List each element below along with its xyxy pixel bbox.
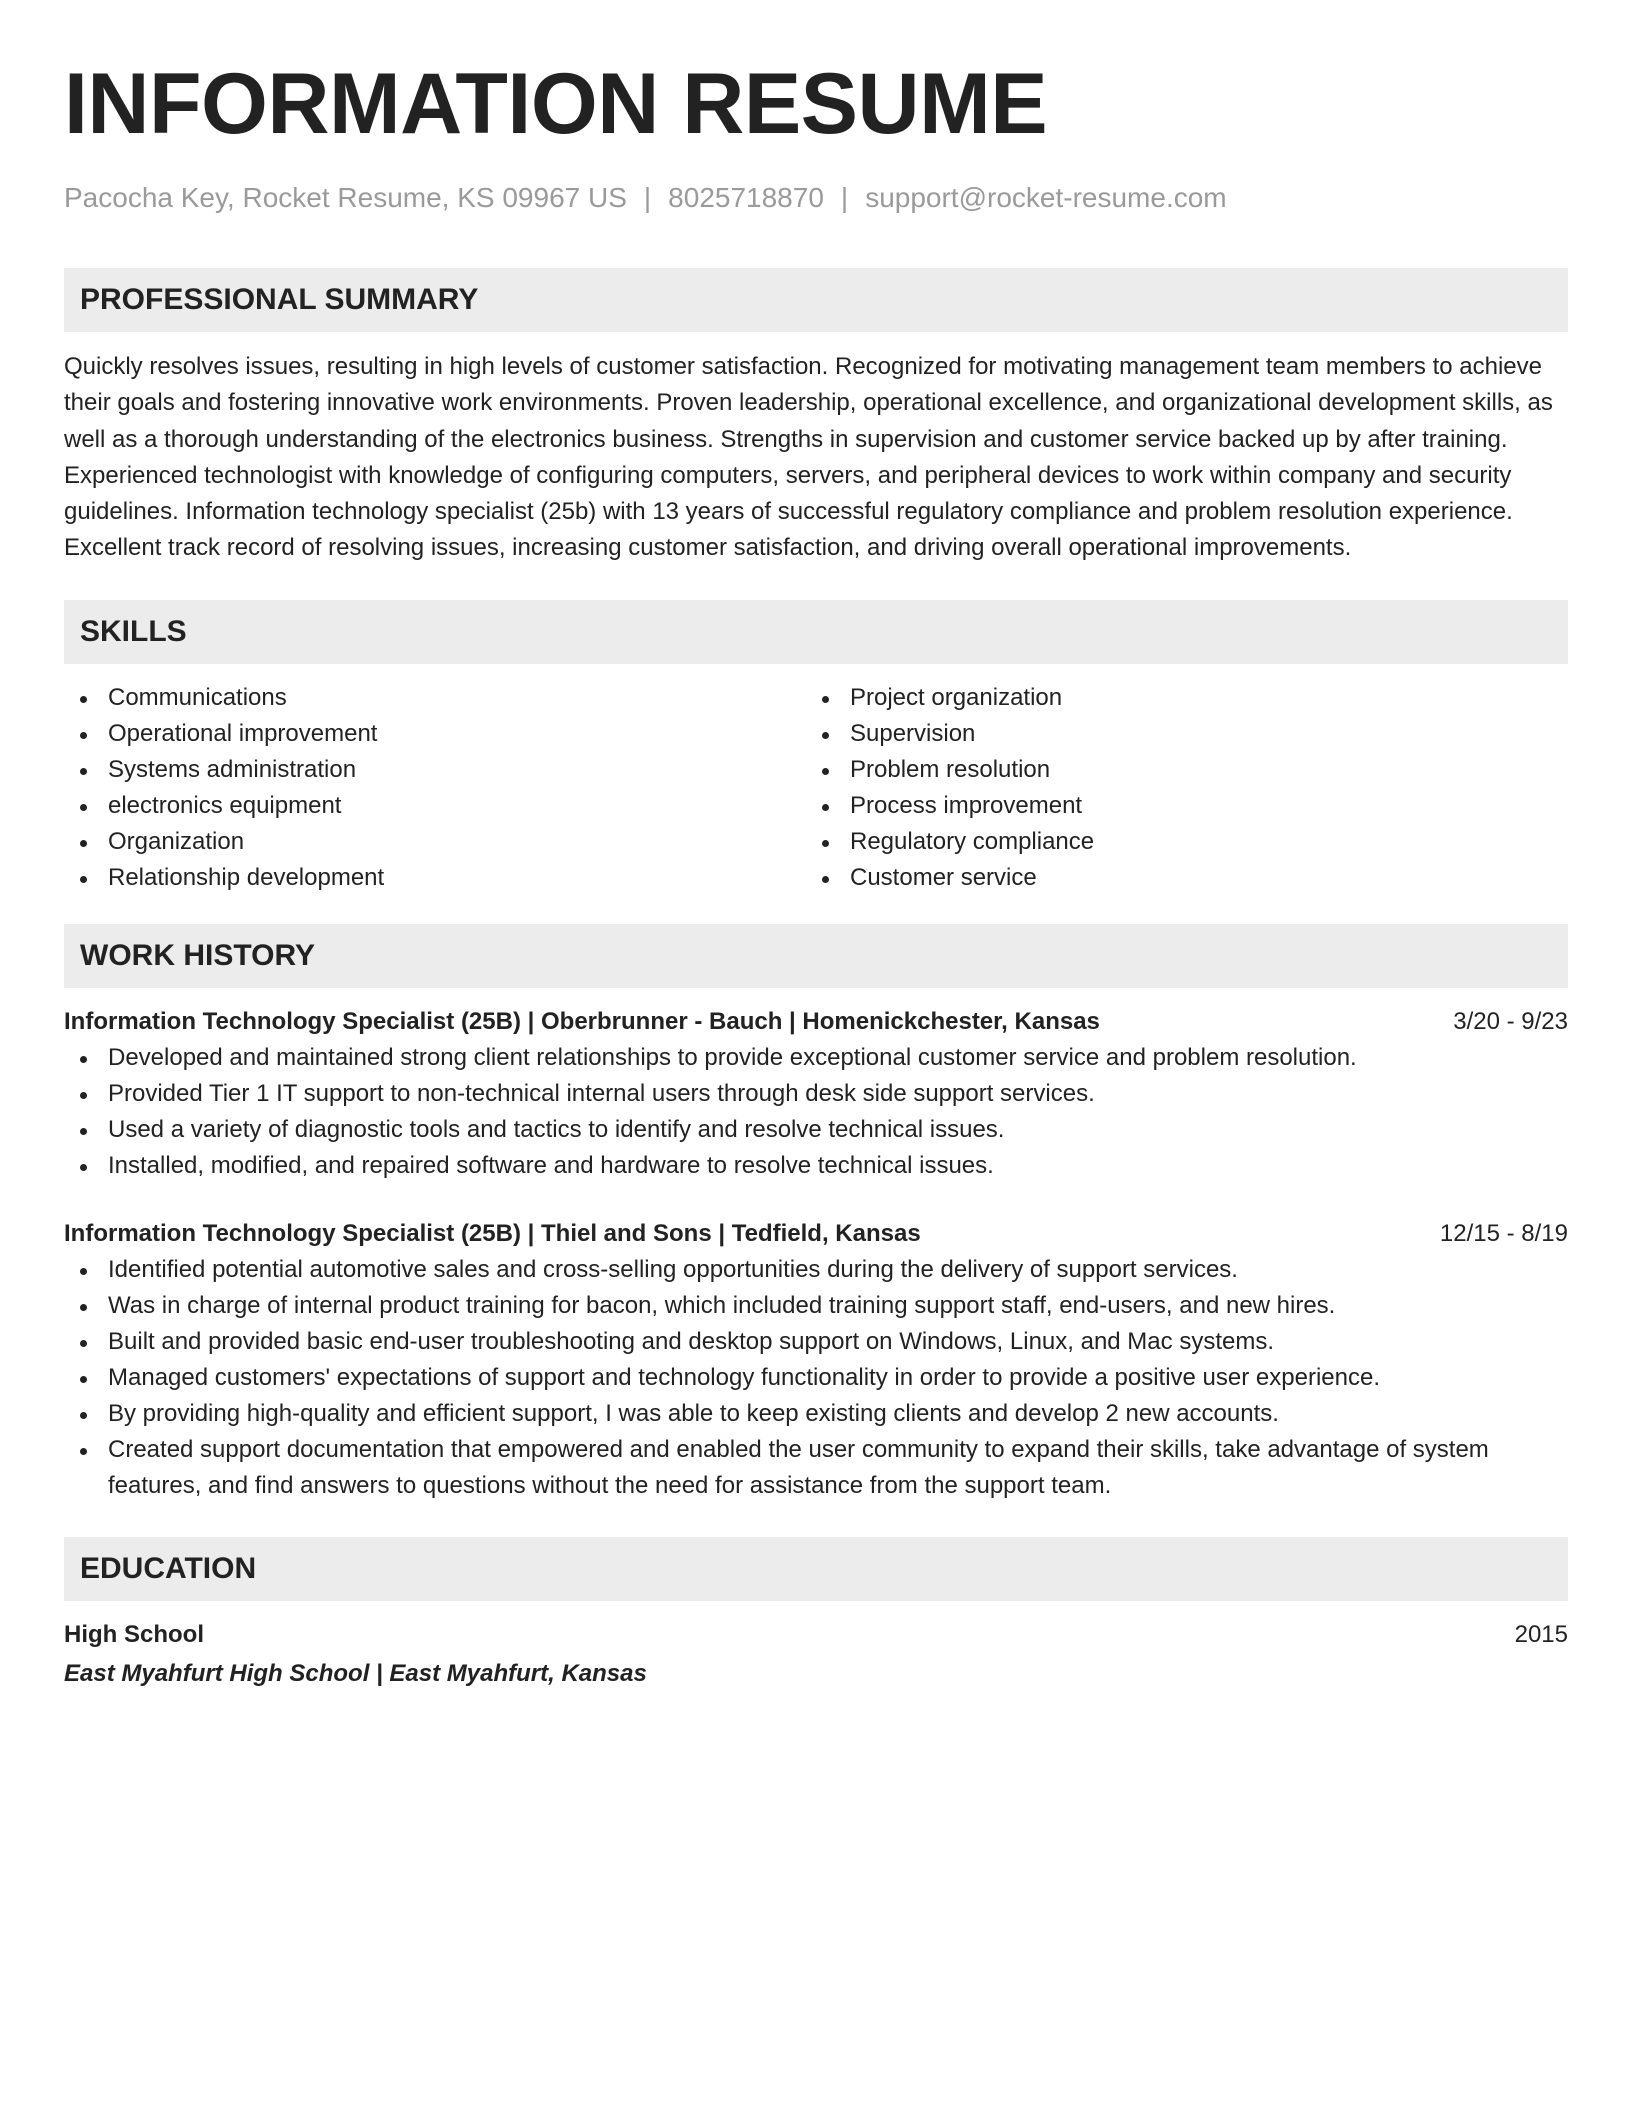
- section-heading-education: EDUCATION: [64, 1537, 1568, 1601]
- education-degree: High School: [64, 1620, 204, 1648]
- education-header: [64, 1617, 1568, 1653]
- job-dates: 12/15 - 8/19: [1439, 1219, 1568, 1247]
- skill-item: electronics equipment: [64, 788, 806, 824]
- contact-separator: |: [643, 182, 652, 213]
- job-bullet: Was in charge of internal product training for bacon, which included training support staff, end-users, and new hires.: [64, 1288, 1568, 1324]
- skill-item: Communications: [64, 680, 806, 716]
- skill-item: Systems administration: [64, 752, 806, 788]
- skills-list: [64, 680, 1568, 896]
- education-school: East Myahfurt High School | East Myahfurt, Kansas: [64, 1659, 647, 1687]
- job-title: Information Technology Specialist (25B) | Thiel and Sons | Tedfield, Kansas: [64, 1219, 921, 1247]
- skill-item: Problem resolution: [806, 752, 1568, 788]
- job-bullet: Identified potential automotive sales and cross-selling opportunities during the delivery of support services.: [64, 1252, 1568, 1288]
- section-heading-skills: SKILLS: [64, 600, 1568, 664]
- section-heading-work-history: WORK HISTORY: [64, 924, 1568, 988]
- skill-item: Regulatory compliance: [806, 824, 1568, 860]
- skill-item: Supervision: [806, 716, 1568, 752]
- job-bullet: Managed customers' expectations of support and technology functionality in order to provide a positive user experience.: [64, 1360, 1568, 1396]
- resume-name: INFORMATION RESUME: [64, 56, 1048, 152]
- education-year: 2015: [1514, 1620, 1568, 1648]
- job-bullet: Created support documentation that empowered and enabled the user community to expand their skills, take advantage of system features, and find answers to questions without the need for assistance from the support team.: [64, 1432, 1568, 1504]
- job-bullet: Developed and maintained strong client relationships to provide exceptional customer service and problem resolution.: [64, 1040, 1568, 1076]
- skill-item: Operational improvement: [64, 716, 806, 752]
- job-bullet: Used a variety of diagnostic tools and tactics to identify and resolve technical issues.: [64, 1112, 1568, 1148]
- job-bullet: Provided Tier 1 IT support to non-technical internal users through desk side support services.: [64, 1076, 1568, 1112]
- summary-text: Quickly resolves issues, resulting in high levels of customer satisfaction. Recognized for motivating management team members to achieve their goals and fostering innovative work environments. Proven leadership, operational excellence, and organizational development skills, as well as a thorough understanding of the electronics business. Strengths in supervision and customer service backed up by after training. Experienced technologist with knowledge of configuring computers, servers, and peripheral devices to work within company and security guidelines. Information technology specialist (25b) with 13 years of successful regulatory compliance and problem resolution experience. Excellent track record of resolving issues, increasing customer satisfaction, and driving overall operational improvements.: [64, 353, 1553, 562]
- skill-item: Process improvement: [806, 788, 1568, 824]
- job-bullet: Installed, modified, and repaired software and hardware to resolve technical issues.: [64, 1148, 1568, 1184]
- job-bullet-list: [64, 1040, 1568, 1184]
- skill-item: Organization: [64, 824, 806, 860]
- section-heading-summary: PROFESSIONAL SUMMARY: [64, 268, 1568, 332]
- contact-line: [64, 180, 1568, 216]
- skills-column-right: [806, 680, 1568, 896]
- resume-page: [64, 56, 1568, 1692]
- job-bullet: By providing high-quality and efficient support, I was able to keep existing clients and develop 2 new accounts.: [64, 1396, 1568, 1432]
- contact-email: support@rocket-resume.com: [865, 182, 1227, 213]
- contact-address: Pacocha Key, Rocket Resume, KS 09967 US: [64, 182, 627, 213]
- job-title: Information Technology Specialist (25B) | Oberbrunner - Bauch | Homenickchester, Kansas: [64, 1007, 1100, 1035]
- skill-item: Project organization: [806, 680, 1568, 716]
- job-bullet: Built and provided basic end-user troubleshooting and desktop support on Windows, Linux, and Mac systems.: [64, 1324, 1568, 1360]
- skills-column-left: [64, 680, 806, 896]
- job-header: [64, 1004, 1568, 1040]
- job-header: [64, 1216, 1568, 1252]
- skill-item: Relationship development: [64, 860, 806, 896]
- job-bullet-list: [64, 1252, 1568, 1504]
- job-dates: 3/20 - 9/23: [1453, 1007, 1568, 1035]
- contact-phone: 8025718870: [668, 182, 824, 213]
- contact-separator: |: [840, 182, 849, 213]
- skill-item: Customer service: [806, 860, 1568, 896]
